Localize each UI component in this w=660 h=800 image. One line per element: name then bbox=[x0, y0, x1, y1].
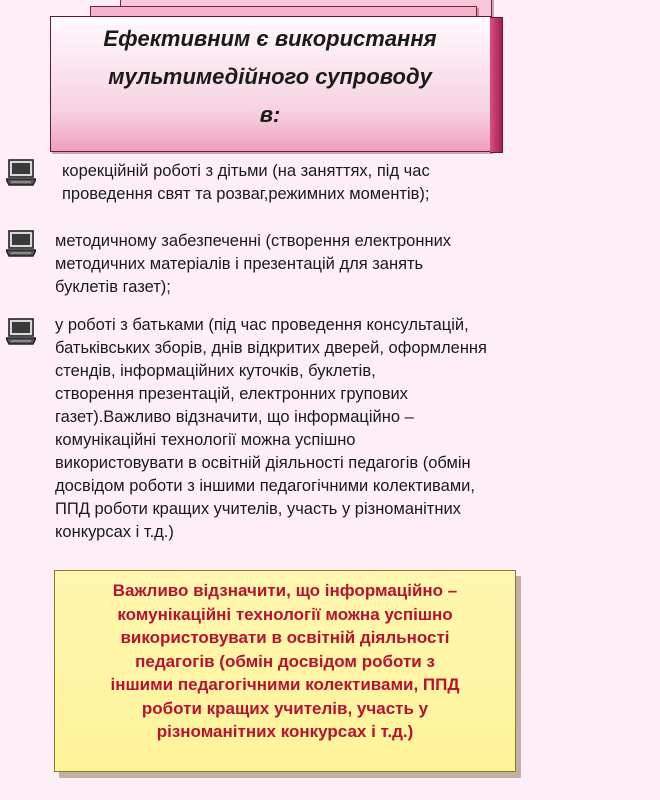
list-item-text: корекційній роботі з дітьми (на заняттях, під час проведення свят та розваг,режимних моментів); bbox=[62, 162, 430, 203]
highlight-note-box bbox=[54, 570, 516, 772]
page-title bbox=[50, 20, 490, 134]
laptop-icon bbox=[6, 230, 36, 258]
list-item-text: методичному забезпеченні (створення електронних методичних матеріалів і презентацій для занять буклетів газет); bbox=[55, 232, 452, 296]
title-line-2: мультимедійного супроводу bbox=[108, 64, 432, 89]
laptop-icon bbox=[6, 318, 36, 346]
list-item-text: у роботі з батьками (під час проведення консультацій, батьківських зборів, днів відкритих дверей, оформлення стендів, інформаційних куточків, буклетів, створення презентацій, електронних групових газет).Важливо відзначити, що інформаційно – комунікаційні технології можна успішно використовувати в освітній діяльності педагогів (обмін досвідом роботи з іншими педагогічними колективами, ППД роботи кращих учителів, участь у різноманітних конкурсах і т.д.) bbox=[55, 316, 487, 541]
note-text: Важливо відзначити, що інформаційно – комунікаційні технології можна успішно використовувати в освітній діяльності педагогів (обмін досвідом роботи з іншими педагогічними колективами, ППД роботи кращих учителів, участь у різноманітних конкурсах і т.д.) bbox=[110, 581, 460, 741]
title-line-1: Ефективним є використання bbox=[103, 26, 437, 51]
title-line-3: в: bbox=[259, 102, 281, 127]
laptop-icon bbox=[6, 159, 36, 187]
title-banner bbox=[50, 0, 502, 160]
